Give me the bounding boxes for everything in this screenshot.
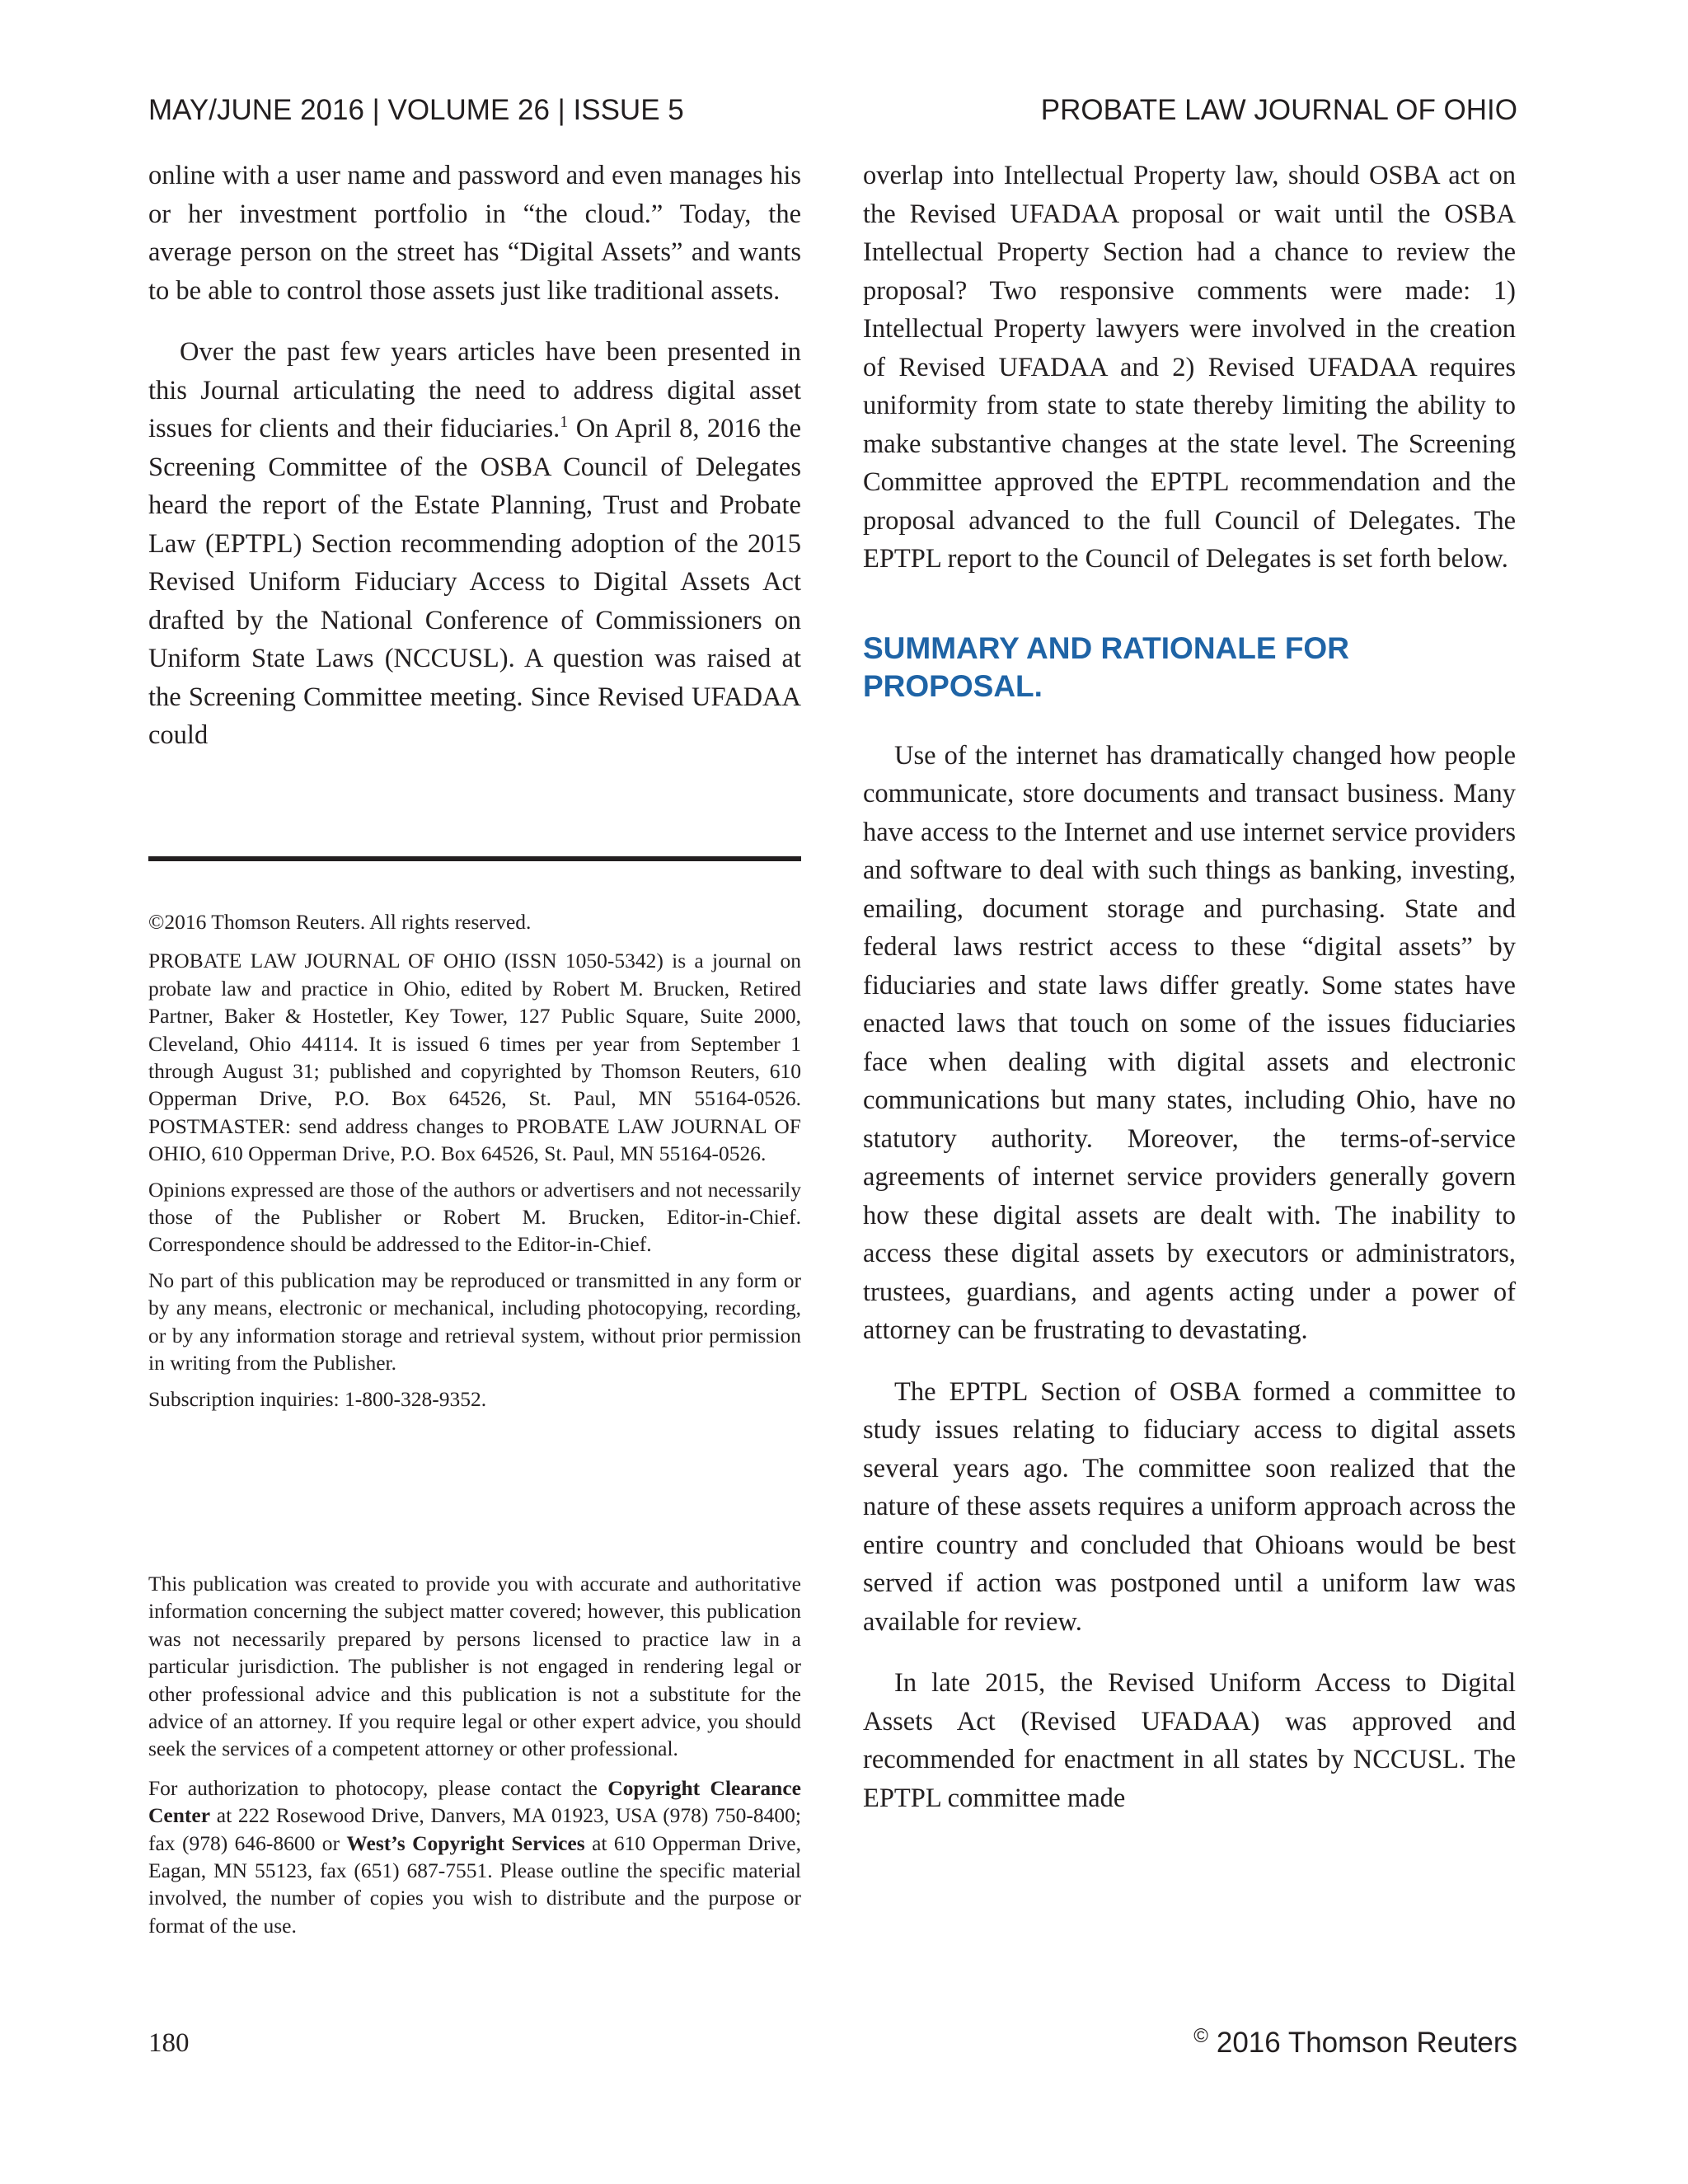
footer-copyright (1193, 2025, 1517, 2061)
paragraph-text: On April 8, 2016 the Screening Committee of the OSBA Council of Delegates heard the report of the Estate Planning, Trust and Probate Law (EPTPL) Section recommending adoption of the 2015 Revised Uniform Fiduciary Access to Digital Assets Act drafted by the National Conference of Commissioners on Uniform State Laws (NCCUSL). A question was raised at the Screening Committee meeting. Since Revised UFADAA could (148, 414, 801, 750)
publication-info: PROBATE LAW JOURNAL OF OHIO (ISSN 1050-5342) is a journal on probate law and practice in Ohio, edited by Robert M. Brucken, Retired Partner, Baker & Hostetler, Key Tower, 127 Public Square, Suite 2000, Cleveland, Ohio 44114. It is issued 6 times per year from September 1 through August 31; published and copyrighted by Thomson Reuters, 610 Opperman Drive, P.O. Box 64526, St. Paul, MN 55164-0526. POSTMASTER: send address changes to PROBATE LAW JOURNAL OF OHIO, 610 Opperman Drive, P.O. Box 64526, St. Paul, MN 55164-0526. (148, 949, 801, 1166)
authorization-text: at 222 Rosewood Drive, Danvers, MA 01923, USA (978) 750-8400; fax (978) 646-8600 or (148, 1803, 801, 1855)
right-column (863, 157, 1516, 1817)
section-heading: SUMMARY AND RATIONALE FOR PROPOSAL. (863, 630, 1349, 703)
copyright-notice: ©2016 Thomson Reuters. All rights reserved. (148, 910, 532, 934)
paragraph-text: Over the past few years articles have been presented in this Journal articulating the need to address digital asset issues for clients and their fiduciaries. (148, 337, 801, 443)
footer-copyright-text: 2016 Thomson Reuters (1216, 2027, 1517, 2059)
paragraph: Use of the internet has dramatically changed how people communicate, store documents and transact business. Many have access to the Internet and use internet service providers and software to deal with such things as banking, investing, emailing, document storage and purchasing. State and federal laws restrict access to these “digital assets” by fiduciaries and state laws differ greatly. Some states have enacted laws that touch on some of the issues fiduciaries face when dealing with digital assets and electronic communications but many states, including Ohio, have no statutory authority. Moreover, the terms-of-service agreements of internet service providers generally govern how these digital assets are dealt with. The inability to access these digital assets by executors or administrators, trustees, guardians, and agents acting under a power of attorney can be frustrating to devastating. (863, 740, 1516, 1345)
disclaimer-notice: This publication was created to provide you with accurate and authoritative information concerning the subject matter covered; however, this publication was not necessarily prepared by persons licensed to practice law in a particular jurisdiction. The publisher is not engaged in rendering legal or other professional advice and this publication is not a substitute for the advice of an attorney. If you require legal or other expert advice, you should seek the services of a competent attorney or other professional. (148, 1572, 801, 1761)
authorization-text: For authorization to photocopy, please contact the (148, 1775, 608, 1800)
authorization-text: at 610 Opperman Drive, Eagan, MN 55123, fax (651) 687-7551. Please outline the specific material involved, the number of copies you wish to distribute and the purpose or format of the use. (148, 1830, 801, 1938)
paragraph: overlap into Intellectual Property law, should OSBA act on the Revised UFADAA proposal or wait until the OSBA Intellectual Property Section had a chance to review the proposal? Two responsive comments were made: 1) Intellectual Property lawyers were involved in the creation of Revised UFADAA and 2) Revised UFADAA requires uniformity from state to state thereby limiting the ability to make substantive changes at the state level. The Screening Committee approved the EPTPL recommendation and the proposal advanced to the full Council of Delegates. The EPTPL report to the Council of Delegates is set forth below. (863, 161, 1516, 574)
disclaimer-block (148, 1570, 801, 1939)
paragraph (148, 333, 801, 755)
opinions-notice: Opinions expressed are those of the authors or advertisers and not necessarily those of the Publisher or Robert M. Brucken, Editor-in-Chief. Correspondence should be addressed to the Editor-in-Chief. (148, 1177, 801, 1257)
photocopy-authorization (148, 1774, 801, 1939)
paragraph: online with a user name and password and even manages his or her investment portfolio in “the cloud.” Today, the average person on the street has “Digital Assets” and wants to be able to control those assets just like traditional assets. (148, 161, 801, 306)
copyright-clearance-center: Copyright Clearance Center (148, 1775, 801, 1828)
reproduction-notice: No part of this publication may be reproduced or transmitted in any form or by any means, electronic or mechanical, including photocopying, recording, or by any information storage and retrieval system, without prior permission in writing from the Publisher. (148, 1268, 801, 1376)
left-column (148, 157, 801, 755)
paragraph: The EPTPL Section of OSBA formed a committee to study issues relating to fiduciary access to digital assets several years ago. The committee soon realized that the nature of these assets requires a uniform approach across the entire country and concluded that Ohioans would be best served if action was postponed until a uniform law was available for review. (863, 1376, 1516, 1637)
section-divider (148, 856, 801, 861)
publication-notices (148, 908, 801, 1413)
page-number: 180 (148, 2028, 190, 2058)
running-header-left: MAY/JUNE 2016 | VOLUME 26 | ISSUE 5 (148, 94, 684, 126)
running-header-right: PROBATE LAW JOURNAL OF OHIO (1040, 94, 1517, 126)
wests-copyright-services: West’s Copyright Services (346, 1830, 585, 1855)
footnote-reference[interactable]: 1 (560, 413, 569, 432)
paragraph: In late 2015, the Revised Uniform Access to Digital Assets Act (Revised UFADAA) was approved and recommended for enactment in all states by NCCUSL. The EPTPL committee made (863, 1668, 1516, 1813)
subscription-info: Subscription inquiries: 1-800-328-9352. (148, 1386, 487, 1411)
copyright-symbol-icon: © (1193, 2025, 1208, 2047)
